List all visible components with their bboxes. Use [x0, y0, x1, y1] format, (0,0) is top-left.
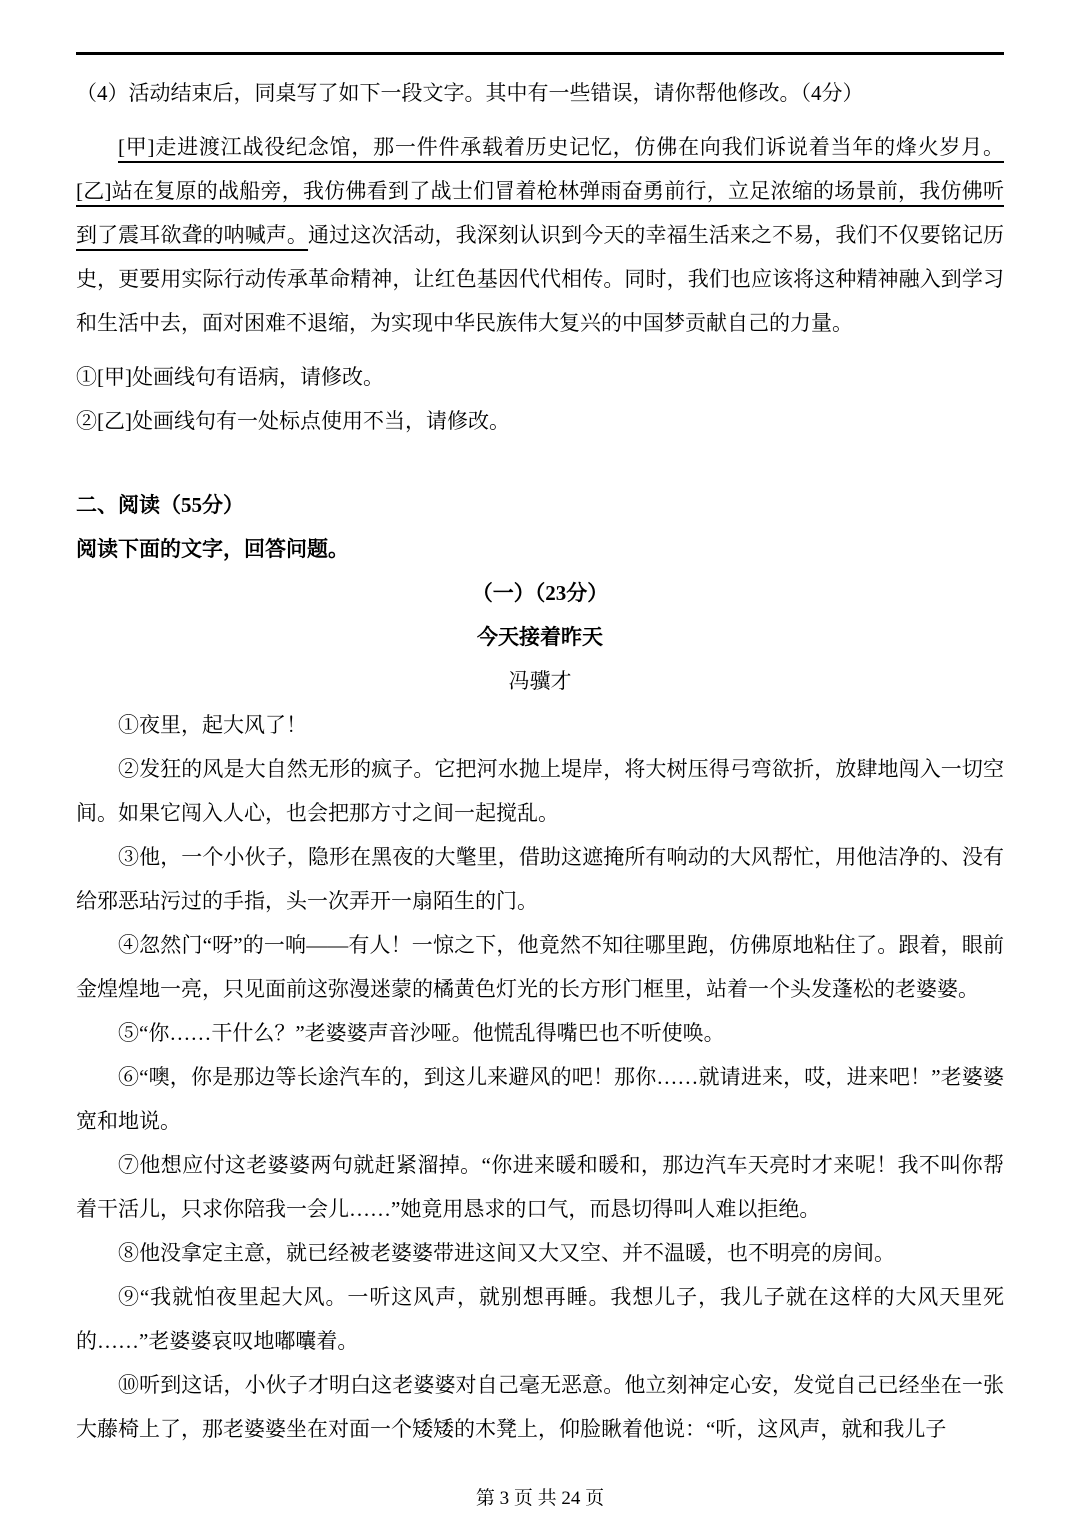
q4-passage [76, 125, 1004, 345]
top-divider [76, 52, 1004, 55]
essay-title: 今天接着昨天 [477, 625, 603, 649]
essay-paragraph: ②发狂的风是大自然无形的疯子。它把河水抛上堤岸，将大树压得弓弯欲折，放肆地闯入一切空间。如果它闯入人心，也会把那方寸之间一起搅乱。 [76, 757, 1004, 825]
part-label: （一）（23分） [471, 581, 609, 605]
essay-paragraph: ⑩听到这话，小伙子才明白这老婆婆对自己毫无恶意。他立刻神定心安，发觉自己已经坐在一张大藤椅上了，那老婆婆坐在对面一个矮矮的木凳上，仰脸瞅着他说：“听，这风声，就和我儿子 [76, 1373, 1004, 1441]
page-footer: 第 3 页 共 24 页 [475, 1488, 605, 1509]
essay-paragraph: ⑤“你……干什么？”老婆婆声音沙哑。他慌乱得嘴巴也不听使唤。 [118, 1021, 725, 1045]
passage-underline-yi: [乙]站在复原的战船旁，我仿佛看到了战士们冒着枪林弹雨奋勇前行，立足浓缩的场景前，我仿佛听到了震耳欲聋的呐喊声。 [76, 179, 1004, 247]
passage-underline-jia: [甲]走进渡江战役纪念馆，那一件件承载着历史记忆，仿佛在向我们诉说着当年的烽火岁月。 [118, 135, 1004, 159]
essay-paragraph: ③他，一个小伙子，隐形在黑夜的大氅里，借助这遮掩所有响动的大风帮忙，用他洁净的、没有给邪恶玷污过的手指，头一次弄开一扇陌生的门。 [76, 845, 1004, 913]
essay-paragraph: ①夜里，起大风了！ [118, 713, 307, 737]
essay-paragraph: ⑥“噢，你是那边等长途汽车的，到这儿来避风的吧！那你……就请进来，哎，进来吧！”老婆婆宽和地说。 [76, 1065, 1004, 1133]
q4-prompt: （4）活动结束后，同桌写了如下一段文字。其中有一些错误，请你帮他修改。（4分） [76, 81, 864, 105]
essay-paragraph: ⑨“我就怕夜里起大风。一听这风声，就别想再睡。我想儿子，我儿子就在这样的大风天里死的……”老婆婆哀叹地嘟囔着。 [76, 1285, 1004, 1353]
passage-rest: 通过这次活动，我深刻认识到今天的幸福生活来之不易，我们不仅要铭记历史，更要用实际行动传承革命精神，让红色基因代代相传。同时，我们也应该将这种精神融入到学习和生活中去，面对困难不退缩，为实现中华民族伟大复兴的中国梦贡献自己的力量。 [76, 223, 1005, 335]
essay-paragraph: ⑦他想应付这老婆婆两句就赶紧溜掉。“你进来暖和暖和，那边汽车天亮时才来呢！我不叫你帮着干活儿，只求你陪我一会儿……”她竟用恳求的口气，而恳切得叫人难以拒绝。 [76, 1153, 1004, 1221]
essay-author: 冯骥才 [508, 669, 572, 693]
essay-paragraph: ④忽然门“呀”的一响——有人！一惊之下，他竟然不知往哪里跑，仿佛原地粘住了。跟着，眼前金煌煌地一亮，只见面前这弥漫迷蒙的橘黄色灯光的长方形门框里，站着一个头发蓬松的老婆婆。 [76, 933, 1004, 1001]
section-heading: 二、阅读（55分） [76, 493, 244, 517]
essay-paragraph: ⑧他没拿定主意，就已经被老婆婆带进这间又大又空、并不温暖，也不明亮的房间。 [118, 1241, 895, 1265]
reading-instruction: 阅读下面的文字，回答问题。 [76, 537, 349, 561]
q4-sub1: ①[甲]处画线句有语病，请修改。 [76, 365, 384, 389]
q4-sub2: ②[乙]处画线句有一处标点使用不当，请修改。 [76, 409, 510, 433]
